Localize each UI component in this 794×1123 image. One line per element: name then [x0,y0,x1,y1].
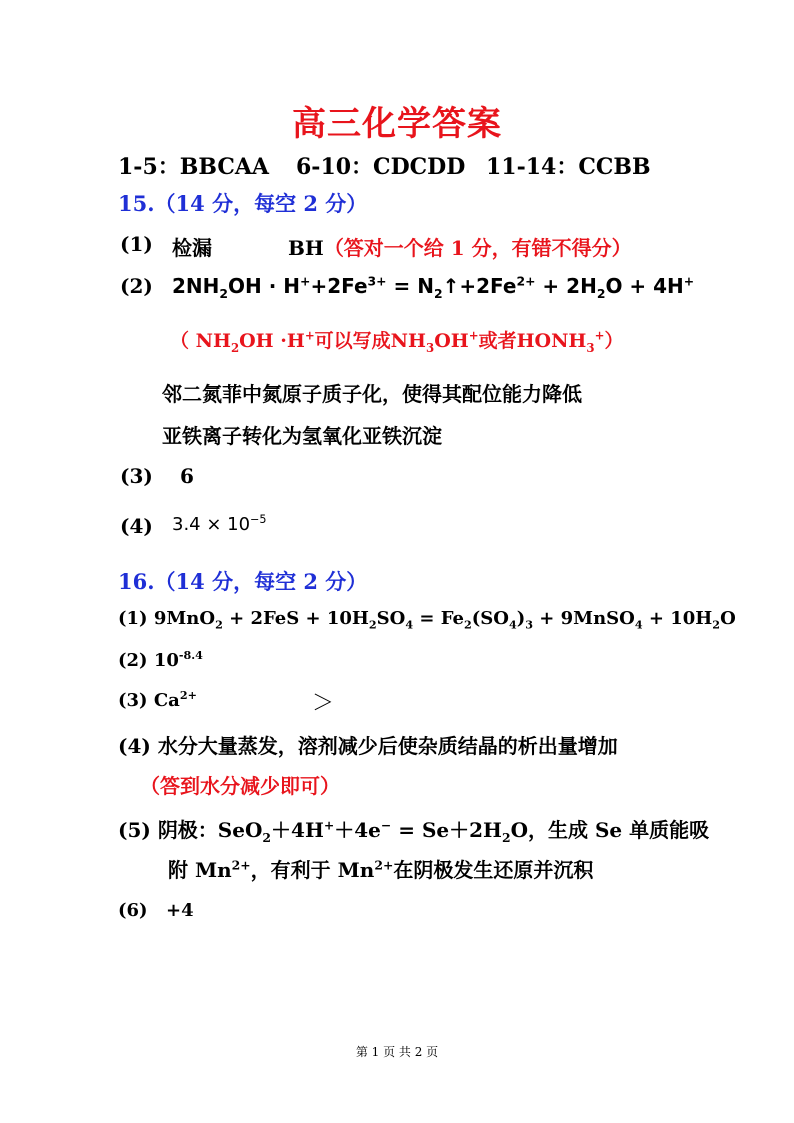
page-footer: 第 1 页 共 2 页 [355,1045,439,1059]
mc-answers-1-5: 1-5：BBCAA [118,154,269,180]
q16-2-answer: (2) $10^{-8.4}$ [118,649,203,671]
q15-2-alternative-note: （ $NH_2OH \cdot H^+$可以写成$NH_3OH^+$或者$HONH_3^+$） [170,328,624,355]
q15-1-number: (1) [120,232,153,256]
q16-3-answer-b: ＞ [312,691,335,716]
q15-4-number: (4) [120,514,153,538]
mc-answers-6-10: 6-10：CDCDD [296,154,466,180]
page-title: 高三化学答案 [292,104,502,144]
q16-5-answer-line1: (5) 阴极：$SeO_2+4H^++4e^- = Se+2H_2O$，生成 Se 单质能吸 [118,817,710,845]
q16-6-answer: +4 [166,900,194,921]
q15-3-answer: 6 [180,464,194,488]
q16-5-answer-line2: 附 $Mn^{2+}$，有利于 $Mn^{2+}$在阴极发生还原并沉积 [168,857,594,882]
mc-answers-11-14: 11-14：CCBB [486,154,651,180]
q16-header: 16.（14 分，每空 2 分） [118,569,368,594]
q16-3-answer-a: (3) $Ca^{2+}$ [118,689,197,711]
q15-2-number: (2) [120,274,153,298]
q15-2-explanation-2: 亚铁离子转化为氢氧化亚铁沉淀 [162,424,442,448]
q15-1-answer-b: BH（答对一个给 1 分，有错不得分） [288,236,632,260]
q16-4-scoring-note: （答到水分减少即可） [140,774,340,798]
q16-1-equation: (1) $9MnO_2 + 2FeS + 10H_2SO_4 = Fe_2(SO_4)_3$ + 9MnSO$_4$ + $10H_2O$ [118,608,736,632]
q16-4-answer: (4) 水分大量蒸发，溶剂减少后使杂质结晶的析出量增加 [118,734,618,758]
q15-2-equation: $2NH_2OH \cdot H^++2Fe^{3+}$ = $N_2↑+2Fe^{2+} + 2H_2O + 4H^+$ [172,273,695,301]
q15-1-scoring-note: （答对一个给 1 分，有错不得分） [323,236,632,260]
q16-6-number: (6) [118,900,148,921]
q15-1-answer-a: 检漏 [172,236,212,260]
q15-3-number: (3) [120,464,153,488]
q15-4-answer: $3.4 \times 10^{-5}$ [172,513,267,535]
q15-header: 15.（14 分，每空 2 分） [118,191,368,216]
q15-2-explanation-1: 邻二氮菲中氮原子质子化，使得其配位能力降低 [162,382,582,406]
